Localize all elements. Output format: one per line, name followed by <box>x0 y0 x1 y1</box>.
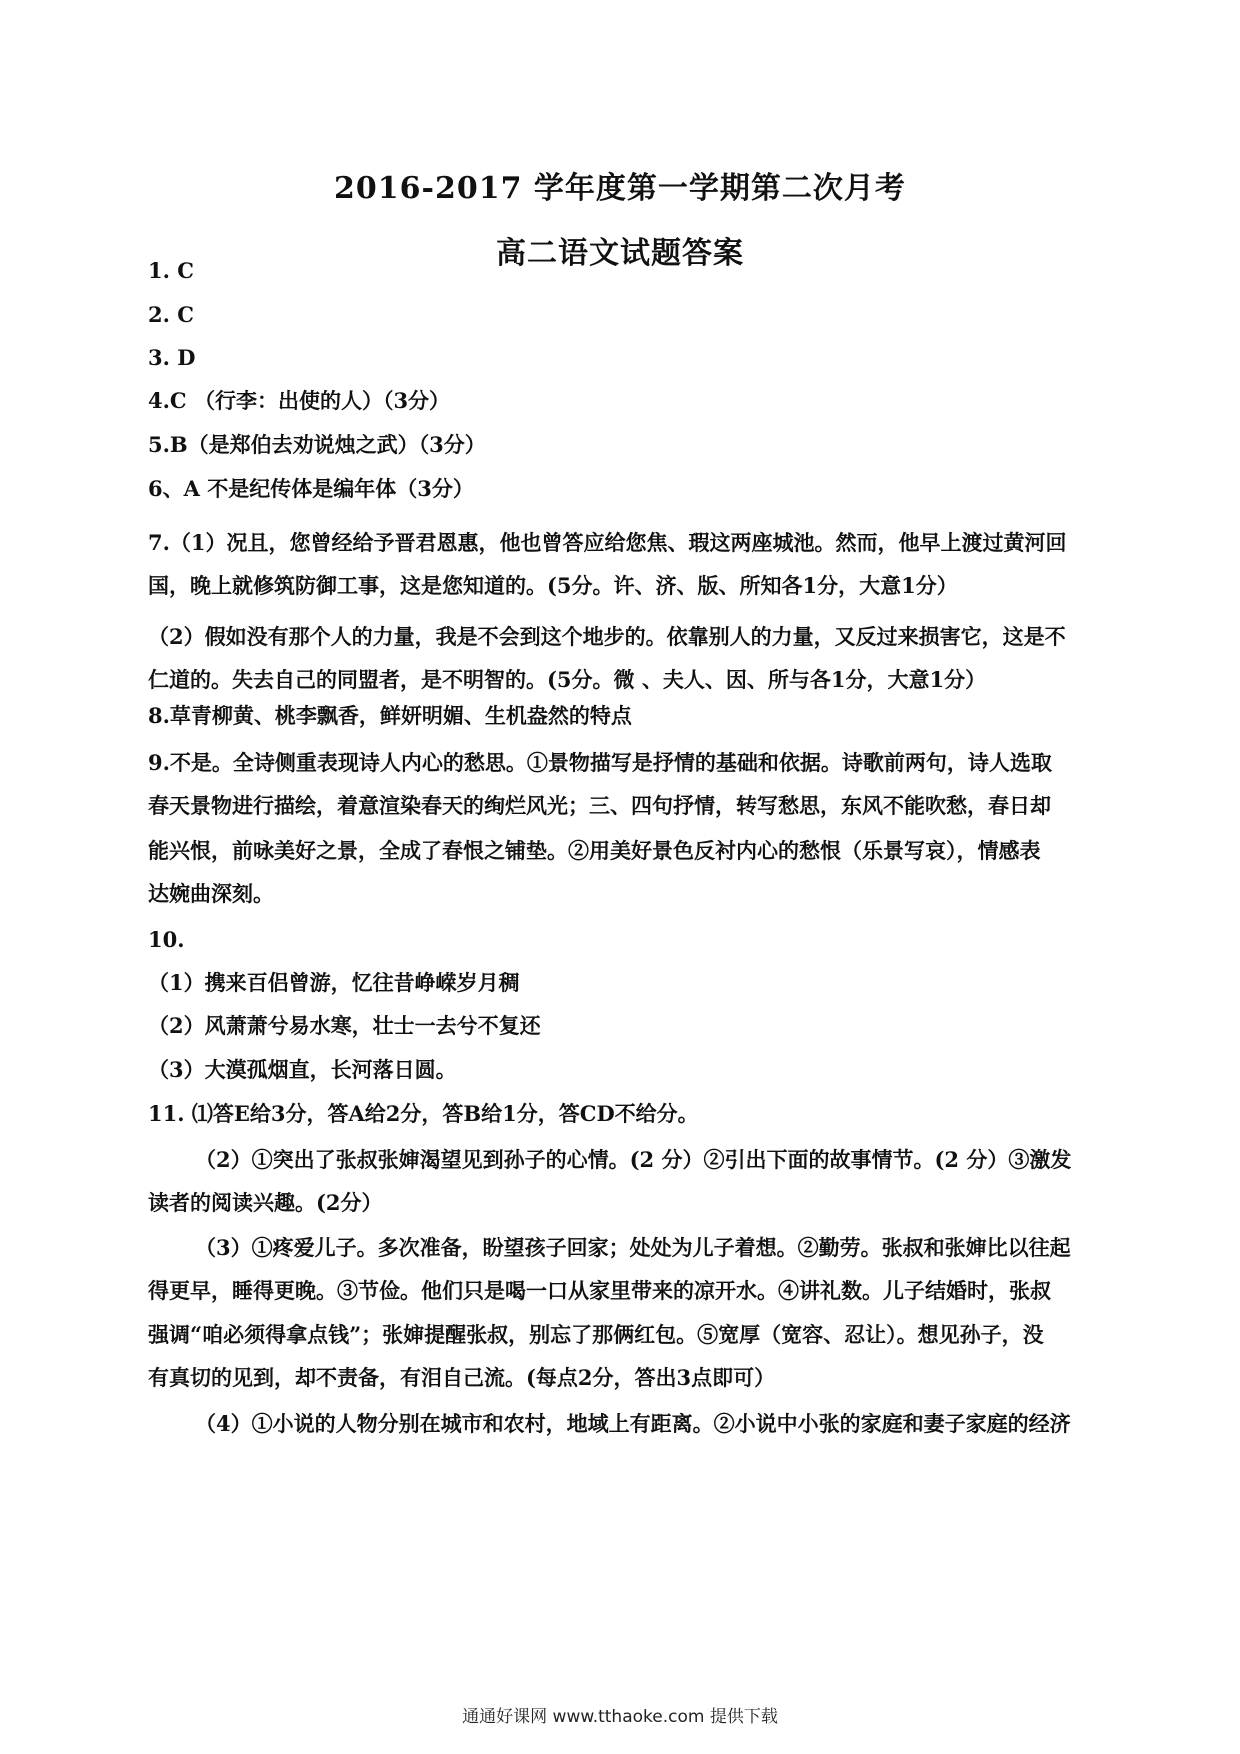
answer-line: 达婉曲深刻。 <box>148 881 274 906</box>
answer-line: 国，晚上就修筑防御工事，这是您知道的。(5分。许、济、版、所知各1分，大意1分） <box>148 573 958 598</box>
answer-line: （2）①突出了张叔张婶渴望见到孙子的心情。(2 分）②引出下面的故事情节。(2 分）③激发 <box>195 1147 1072 1172</box>
answer-line: 3. D <box>148 345 196 370</box>
document-title-line2: 高二语文试题答案 <box>496 236 744 271</box>
answer-line: （3）大漠孤烟直，长河落日圆。 <box>148 1057 457 1082</box>
answer-line: 4.C （行李：出使的人）（3分） <box>148 388 451 413</box>
answer-line: （1）携来百侣曾游，忆往昔峥嵘岁月稠 <box>148 970 520 995</box>
answer-line: 读者的阅读兴趣。(2分） <box>148 1190 383 1215</box>
answer-line: （4）①小说的人物分别在城市和农村，地域上有距离。②小说中小张的家庭和妻子家庭的经济 <box>195 1411 1071 1436</box>
answer-line: 仁道的。失去自己的同盟者，是不明智的。(5分。微 、夫人、因、所与各1分，大意1分） <box>148 667 987 692</box>
answer-line: 2. C <box>148 302 194 327</box>
answer-line: 9.不是。全诗侧重表现诗人内心的愁思。①景物描写是抒情的基础和依据。诗歌前两句，诗人选取 <box>148 750 1052 775</box>
answer-line: 强调“咱必须得拿点钱”；张婶提醒张叔，别忘了那俩红包。⑤宽厚（宽容、忍让）。想见孙子，没 <box>148 1322 1044 1347</box>
answer-line: 1. C <box>148 258 194 283</box>
answer-line: 有真切的见到，却不责备，有泪自己流。(每点2分，答出3点即可） <box>148 1365 776 1390</box>
answer-line: 6、A 不是纪传体是编年体（3分） <box>148 476 474 501</box>
answer-line: 5.B（是郑伯去劝说烛之武）（3分） <box>148 432 486 457</box>
page-footer: 通通好课网 www.tthaoke.com 提供下载 <box>462 1707 778 1727</box>
answer-line: （2）风萧萧兮易水寒，壮士一去兮不复还 <box>148 1013 541 1038</box>
document-title-line1: 2016-2017 学年度第一学期第二次月考 <box>334 171 906 206</box>
answer-line: 7.（1）况且，您曾经给予晋君恩惠，他也曾答应给您焦、瑕这两座城池。然而，他早上渡过黄河回 <box>148 530 1067 555</box>
answer-line: （2）假如没有那个人的力量，我是不会到这个地步的。依靠别人的力量，又反过来损害它，这是不 <box>148 624 1066 649</box>
answer-line: （3）①疼爱儿子。多次准备，盼望孩子回家；处处为儿子着想。②勤劳。张叔和张婶比以往起 <box>195 1235 1071 1260</box>
answer-line: 得更早，睡得更晚。③节俭。他们只是喝一口从家里带来的凉开水。④讲礼数。儿子结婚时，张叔 <box>148 1278 1051 1303</box>
answer-line: 春天景物进行描绘，着意渲染春天的绚烂风光；三、四句抒情，转写愁思，东风不能吹愁，春日却 <box>148 793 1051 818</box>
answer-line: 8.草青柳黄、桃李飘香，鲜妍明媚、生机盎然的特点 <box>148 703 632 728</box>
answer-line: 11. ⑴答E给3分，答A给2分，答B给1分，答CD不给分。 <box>148 1101 699 1126</box>
answer-line: 能兴恨，前咏美好之景，全成了春恨之铺垫。②用美好景色反衬内心的愁恨（乐景写哀），情感表 <box>148 838 1041 863</box>
answer-line: 10. <box>148 927 185 952</box>
